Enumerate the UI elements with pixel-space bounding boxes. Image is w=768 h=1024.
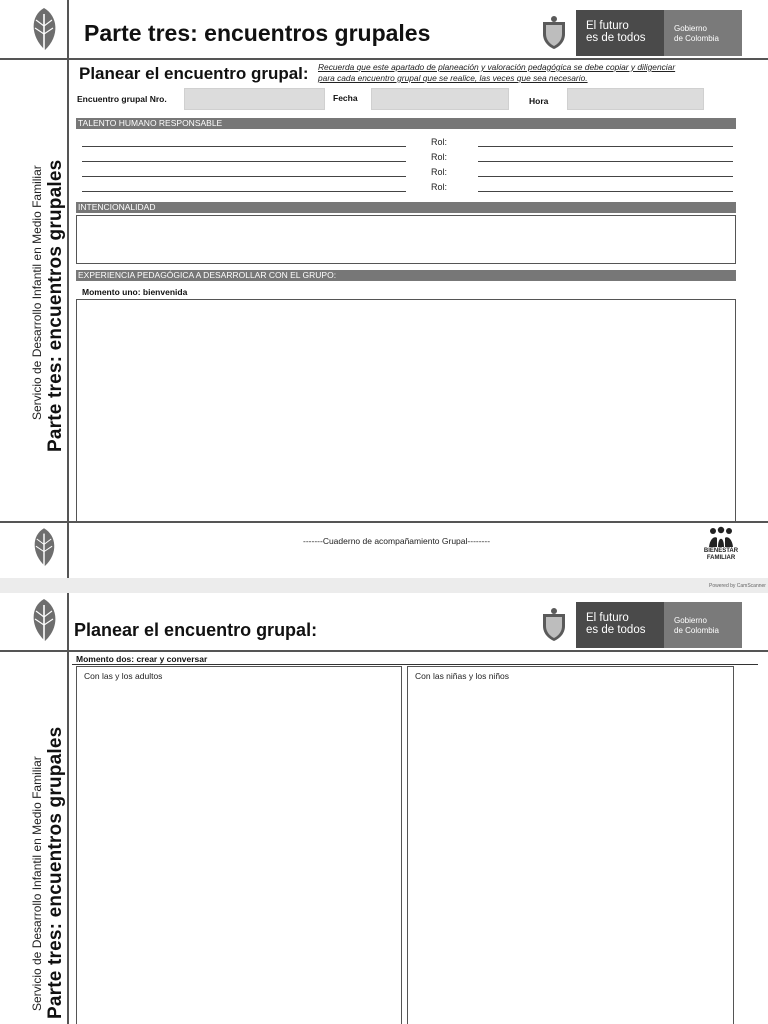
- encuentro-number-field[interactable]: [184, 88, 325, 110]
- momento-dos-rule: [72, 664, 758, 665]
- badge-line-2: es de todos: [586, 624, 646, 636]
- futuro-text: [576, 602, 664, 648]
- fecha-field[interactable]: [371, 88, 509, 110]
- side-service-label: Servicio de Desarrollo Infantil en Medio Familiar: [30, 756, 44, 1011]
- note-line-1: Recuerda que este apartado de planeación y valoración pedagógica se debe copiar y diligenciar: [318, 62, 676, 72]
- leaf-icon: [24, 6, 64, 54]
- rol-line[interactable]: [478, 146, 733, 147]
- powered-by-text: Powered by CamScanner: [709, 583, 766, 589]
- vertical-divider: [67, 593, 69, 1024]
- page-title: Planear el encuentro grupal:: [74, 620, 318, 640]
- bienestar-text-2: FAMILIAR: [706, 555, 736, 561]
- name-line[interactable]: [82, 176, 406, 177]
- name-line[interactable]: [82, 161, 406, 162]
- adultos-label: Con las y los adultos: [84, 671, 163, 681]
- rol-line[interactable]: [478, 176, 733, 177]
- vertical-divider: [67, 0, 69, 578]
- bienestar-logo: [700, 526, 742, 570]
- ninos-label: Con las niñas y los niños: [415, 671, 510, 681]
- side-section-label: Parte tres: encuentros grupales: [45, 159, 66, 452]
- hora-field[interactable]: [567, 88, 704, 110]
- ninos-box[interactable]: [407, 666, 734, 1024]
- futuro-text: [576, 10, 664, 56]
- gobierno-badge: [532, 602, 742, 648]
- gobierno-line-1: Gobierno: [674, 616, 707, 625]
- footer-divider: [0, 521, 768, 523]
- gobierno-line-2: de Colombia: [674, 34, 719, 43]
- hora-label: Hora: [529, 96, 549, 106]
- bienestar-text-1: BIENESTAR: [703, 548, 739, 554]
- leaf-icon: [26, 526, 62, 570]
- intencionalidad-box[interactable]: [76, 215, 736, 264]
- gobierno-line-1: Gobierno: [674, 24, 707, 33]
- badge-line-2: es de todos: [586, 32, 646, 44]
- side-section-label: Parte tres: encuentros grupales: [45, 726, 66, 1019]
- experiencia-header: EXPERIENCIA PEDAGÓGICA A DESARROLLAR CON EL GRUPO:: [76, 270, 736, 281]
- adultos-box[interactable]: [76, 666, 402, 1024]
- fecha-label: Fecha: [333, 93, 358, 103]
- document-page-2: [0, 593, 768, 1024]
- momento-uno-box[interactable]: [76, 299, 736, 523]
- rol-line[interactable]: [478, 161, 733, 162]
- planear-title: Planear el encuentro grupal:: [79, 64, 309, 83]
- rol-label: Rol:: [431, 182, 448, 192]
- header-divider: [0, 58, 768, 60]
- name-line[interactable]: [82, 191, 406, 192]
- intencionalidad-header: INTENCIONALIDAD: [76, 202, 736, 213]
- rol-label: Rol:: [431, 137, 448, 147]
- note-line-2: para cada encuentro grupal que se realice, las veces que sea necesario.: [318, 73, 588, 83]
- page-title: Parte tres: encuentros grupales: [84, 20, 431, 46]
- leaf-icon: [24, 597, 64, 645]
- instruction-note: [318, 62, 738, 84]
- bienestar-familiar-icon: [700, 526, 742, 548]
- page-gap: [0, 578, 768, 593]
- footer-text: -------Cuaderno de acompañamiento Grupal--------: [303, 536, 491, 546]
- name-line[interactable]: [82, 146, 406, 147]
- header-divider: [0, 650, 768, 652]
- rol-label: Rol:: [431, 152, 448, 162]
- colombia-shield-icon: [532, 10, 576, 56]
- gobierno-text: [664, 10, 742, 56]
- gobierno-badge: [532, 10, 742, 56]
- badge-line-1: El futuro: [586, 20, 629, 32]
- rol-label: Rol:: [431, 167, 448, 177]
- talento-header: TALENTO HUMANO RESPONSABLE: [76, 118, 736, 129]
- gobierno-line-2: de Colombia: [674, 626, 719, 635]
- gobierno-text: [664, 602, 742, 648]
- side-service-label: Servicio de Desarrollo Infantil en Medio Familiar: [30, 165, 44, 420]
- badge-line-1: El futuro: [586, 612, 629, 624]
- momento-dos-label: Momento dos: crear y conversar: [76, 654, 208, 664]
- encuentro-label: Encuentro grupal Nro.: [77, 94, 167, 104]
- rol-line[interactable]: [478, 191, 733, 192]
- momento-uno-label: Momento uno: bienvenida: [82, 287, 188, 297]
- colombia-shield-icon: [532, 602, 576, 648]
